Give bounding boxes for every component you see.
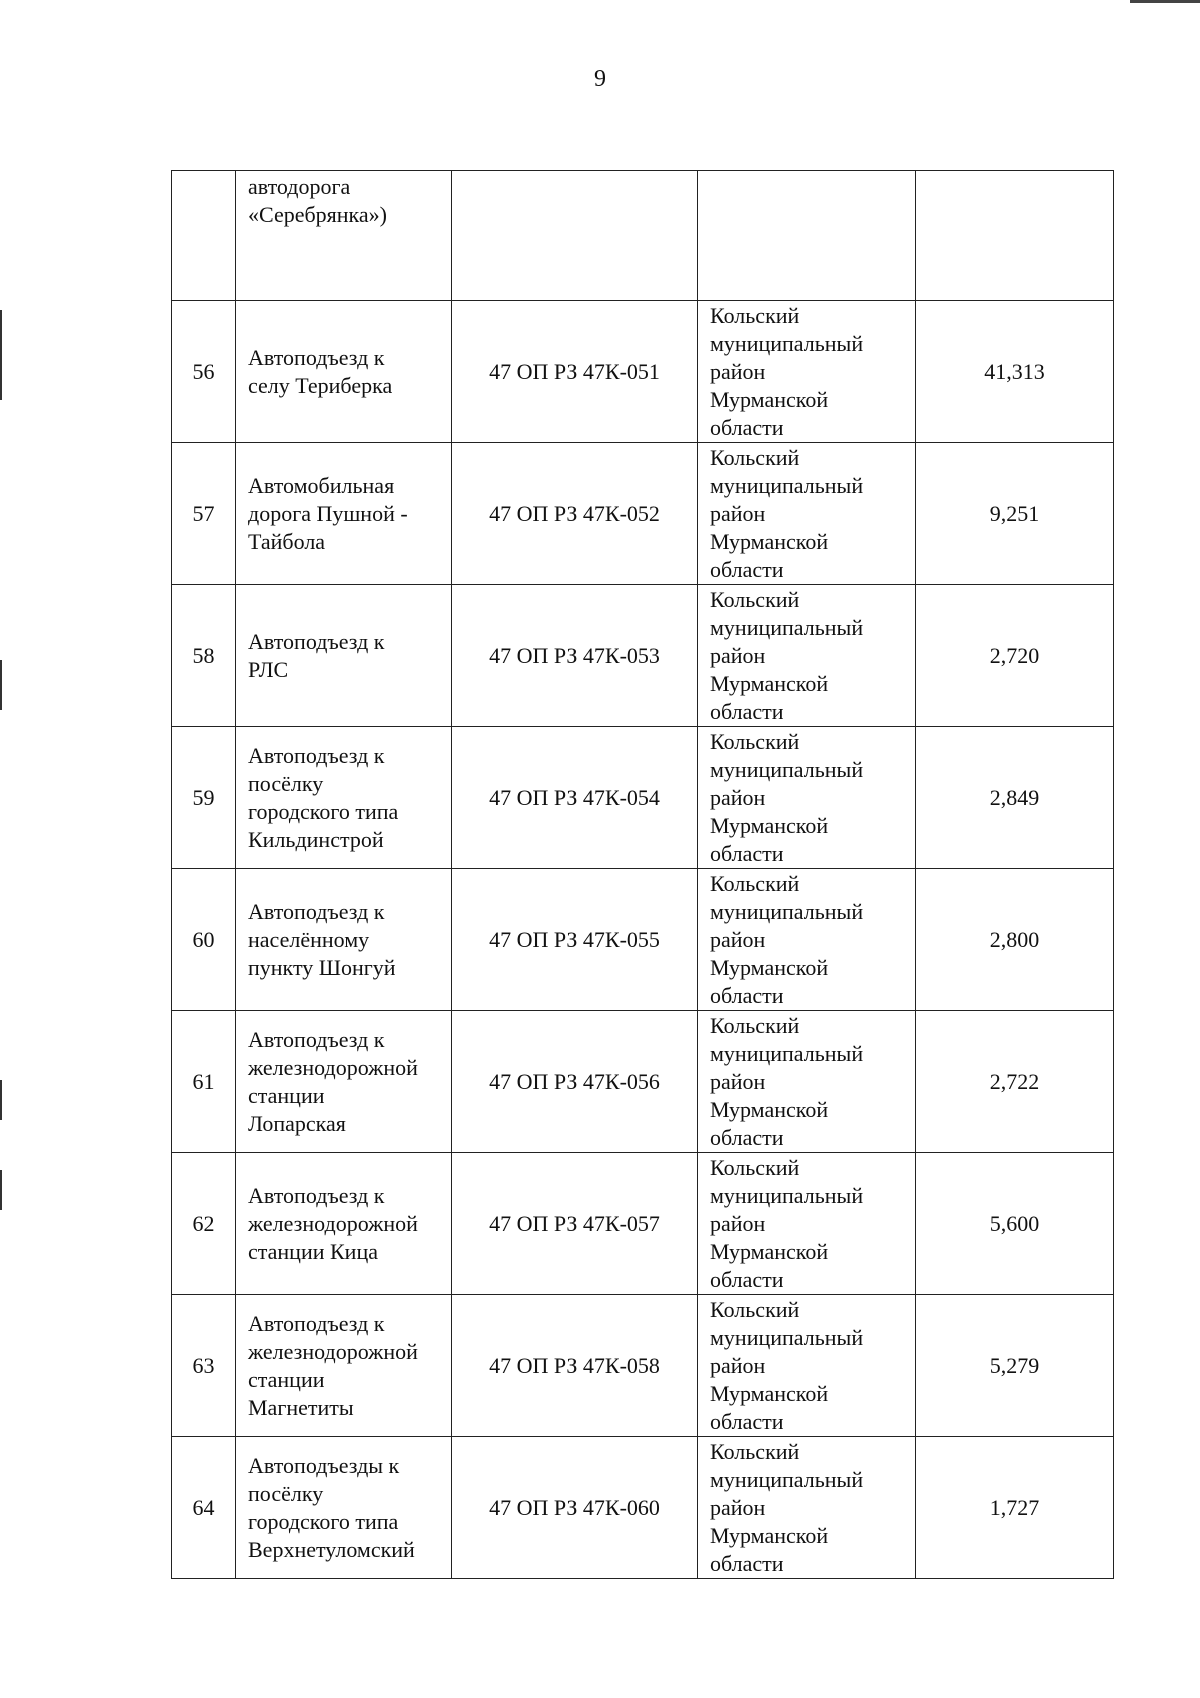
road-length: 9,251 [916,443,1114,585]
table-row [172,585,1114,727]
road-name: Автомобильная дорога Пушной - Тайбола [236,443,452,585]
road-code: 47 ОП РЗ 47К-055 [452,869,698,1011]
row-number: 56 [172,301,236,443]
road-district: Кольский муниципальный район Мурманской области [698,1153,916,1295]
table-row [172,1153,1114,1295]
row-number: 58 [172,585,236,727]
road-length: 5,279 [916,1295,1114,1437]
road-length [916,171,1114,301]
table-row [172,1295,1114,1437]
table-row [172,1437,1114,1579]
table-row [172,443,1114,585]
row-number: 64 [172,1437,236,1579]
road-length: 2,849 [916,727,1114,869]
road-name: Автоподъезд к железнодорожной станции Кица [236,1153,452,1295]
page-number: 9 [594,66,606,92]
row-number: 61 [172,1011,236,1153]
road-code: 47 ОП РЗ 47К-056 [452,1011,698,1153]
road-name: Автоподъезд к селу Териберка [236,301,452,443]
road-district: Кольский муниципальный район Мурманской области [698,1295,916,1437]
road-code: 47 ОП РЗ 47К-053 [452,585,698,727]
road-name: автодорога «Серебрянка») [236,171,452,301]
road-district: Кольский муниципальный район Мурманской области [698,443,916,585]
road-length: 1,727 [916,1437,1114,1579]
road-length: 2,720 [916,585,1114,727]
table-row [172,301,1114,443]
road-code: 47 ОП РЗ 47К-051 [452,301,698,443]
road-district: Кольский муниципальный район Мурманской области [698,869,916,1011]
road-length: 2,722 [916,1011,1114,1153]
road-code [452,171,698,301]
scan-edge-mark [1130,0,1200,3]
road-district: Кольский муниципальный район Мурманской области [698,1011,916,1153]
road-district [698,171,916,301]
road-code: 47 ОП РЗ 47К-054 [452,727,698,869]
row-number: 59 [172,727,236,869]
road-length: 41,313 [916,301,1114,443]
row-number: 63 [172,1295,236,1437]
road-district: Кольский муниципальный район Мурманской области [698,727,916,869]
road-name: Автоподъезды к посёлку городского типа Верхнетуломский [236,1437,452,1579]
table-row-continuation [172,171,1114,301]
road-name: Автоподъезд к населённому пункту Шонгуй [236,869,452,1011]
table-row [172,869,1114,1011]
road-code: 47 ОП РЗ 47К-052 [452,443,698,585]
table-row [172,1011,1114,1153]
row-number: 62 [172,1153,236,1295]
row-number: 60 [172,869,236,1011]
road-district: Кольский муниципальный район Мурманской области [698,585,916,727]
roads-table [171,170,1114,1579]
row-number: 57 [172,443,236,585]
road-name: Автоподъезд к железнодорожной станции Магнетиты [236,1295,452,1437]
road-district: Кольский муниципальный район Мурманской области [698,1437,916,1579]
road-district: Кольский муниципальный район Мурманской области [698,301,916,443]
road-length: 2,800 [916,869,1114,1011]
table-row [172,727,1114,869]
road-name: Автоподъезд к РЛС [236,585,452,727]
road-name: Автоподъезд к железнодорожной станции Лопарская [236,1011,452,1153]
road-length: 5,600 [916,1153,1114,1295]
road-code: 47 ОП РЗ 47К-058 [452,1295,698,1437]
row-number [172,171,236,301]
road-code: 47 ОП РЗ 47К-060 [452,1437,698,1579]
road-code: 47 ОП РЗ 47К-057 [452,1153,698,1295]
road-name: Автоподъезд к посёлку городского типа Кильдинстрой [236,727,452,869]
